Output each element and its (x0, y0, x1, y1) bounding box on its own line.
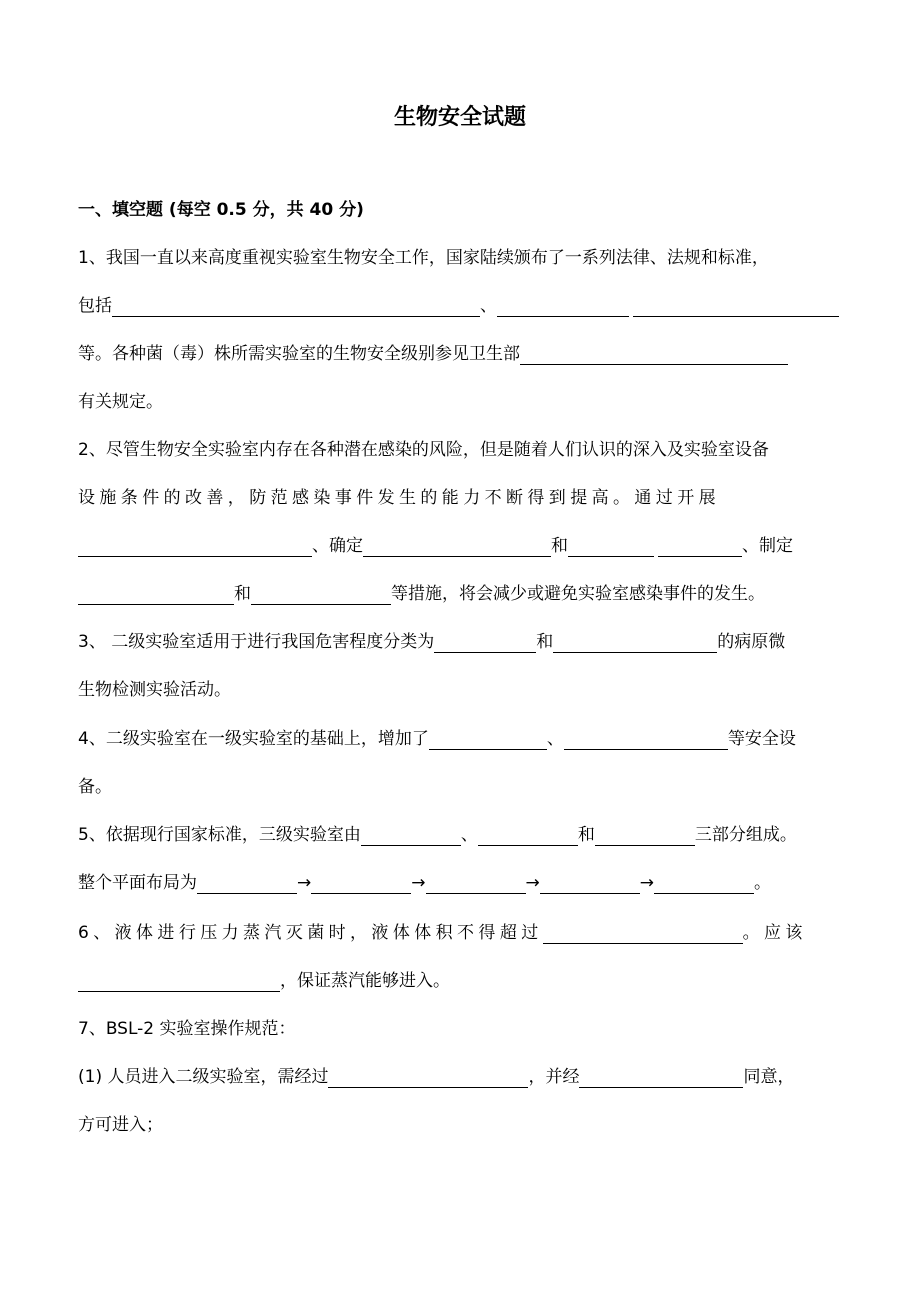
answer-blank[interactable] (311, 873, 411, 894)
question-2-line-2: 设施条件的改善，防范感染事件发生的能力不断得到提高。通过开展 (78, 488, 720, 508)
section-heading: 一、填空题 (每空 0.5 分，共 40 分) (78, 200, 364, 220)
answer-blank[interactable] (251, 584, 391, 605)
question-3-line-2: 生物检测实验活动。 (78, 680, 231, 700)
answer-blank[interactable] (543, 923, 743, 944)
question-7-line-3: 方可进入； (78, 1115, 163, 1135)
answer-blank[interactable] (579, 1067, 743, 1088)
answer-blank[interactable] (568, 536, 654, 557)
answer-blank[interactable] (553, 632, 717, 653)
question-2-line-1: 2、尽管生物安全实验室内存在各种潜在感染的风险，但是随着人们认识的深入及实验室设备 (78, 440, 769, 460)
question-4-line-1: 4、二级实验室在一级实验室的基础上，增加了 、 等安全设 (78, 729, 796, 749)
question-5-line-1: 5、依据现行国家标准，三级实验室由 、 和 三部分组成。 (78, 825, 797, 845)
arrow-icon: → (297, 873, 312, 893)
question-1-line-2: 包括 、 (78, 291, 838, 321)
question-5-line-2: 整个平面布局为 → → → → 。 (78, 873, 771, 893)
answer-blank[interactable] (112, 296, 480, 317)
answer-blank[interactable] (78, 584, 234, 605)
question-6-line-2: ，保证蒸汽能够进入。 (78, 966, 838, 996)
answer-blank[interactable] (478, 825, 578, 846)
question-7-line-1: 7、BSL-2 实验室操作规范： (78, 1019, 296, 1039)
question-1-line-4: 有关规定。 (78, 392, 163, 412)
answer-blank[interactable] (197, 873, 297, 894)
answer-blank[interactable] (361, 825, 461, 846)
question-4-line-2: 备。 (78, 777, 112, 797)
question-2-line-4: 和 等措施，将会减少或避免实验室感染事件的发生。 (78, 579, 838, 609)
answer-blank[interactable] (658, 536, 742, 557)
answer-blank[interactable] (429, 729, 547, 750)
page-title: 生物安全试题 (393, 105, 526, 130)
question-6-line-1: 6、液体进行压力蒸汽灭菌时，液体体积不得超过 。应该 (78, 923, 807, 943)
answer-blank[interactable] (363, 536, 551, 557)
question-1-line-3: 等。各种菌（毒）株所需实验室的生物安全级别参见卫生部 (78, 339, 838, 369)
answer-blank[interactable] (654, 873, 754, 894)
question-2-line-3: 、确定 和 、制定 (78, 531, 838, 561)
question-7-line-2: (1) 人员进入二级实验室，需经过 ，并经 同意， (78, 1067, 795, 1087)
answer-blank[interactable] (633, 296, 839, 317)
arrow-icon: → (411, 873, 426, 893)
answer-blank[interactable] (78, 536, 312, 557)
question-3-line-1: 3、 二级实验室适用于进行我国危害程度分类为 和 的病原微 (78, 632, 786, 652)
answer-blank[interactable] (595, 825, 695, 846)
answer-blank[interactable] (328, 1067, 528, 1088)
arrow-icon: → (525, 873, 540, 893)
answer-blank[interactable] (434, 632, 536, 653)
answer-blank[interactable] (497, 296, 629, 317)
answer-blank[interactable] (564, 729, 728, 750)
arrow-icon: → (639, 873, 654, 893)
question-1-line-1: 1、我国一直以来高度重视实验室生物安全工作，国家陆续颁布了一系列法律、法规和标准， (78, 248, 769, 268)
answer-blank[interactable] (426, 873, 526, 894)
answer-blank[interactable] (520, 344, 788, 365)
answer-blank[interactable] (78, 971, 280, 992)
answer-blank[interactable] (540, 873, 640, 894)
